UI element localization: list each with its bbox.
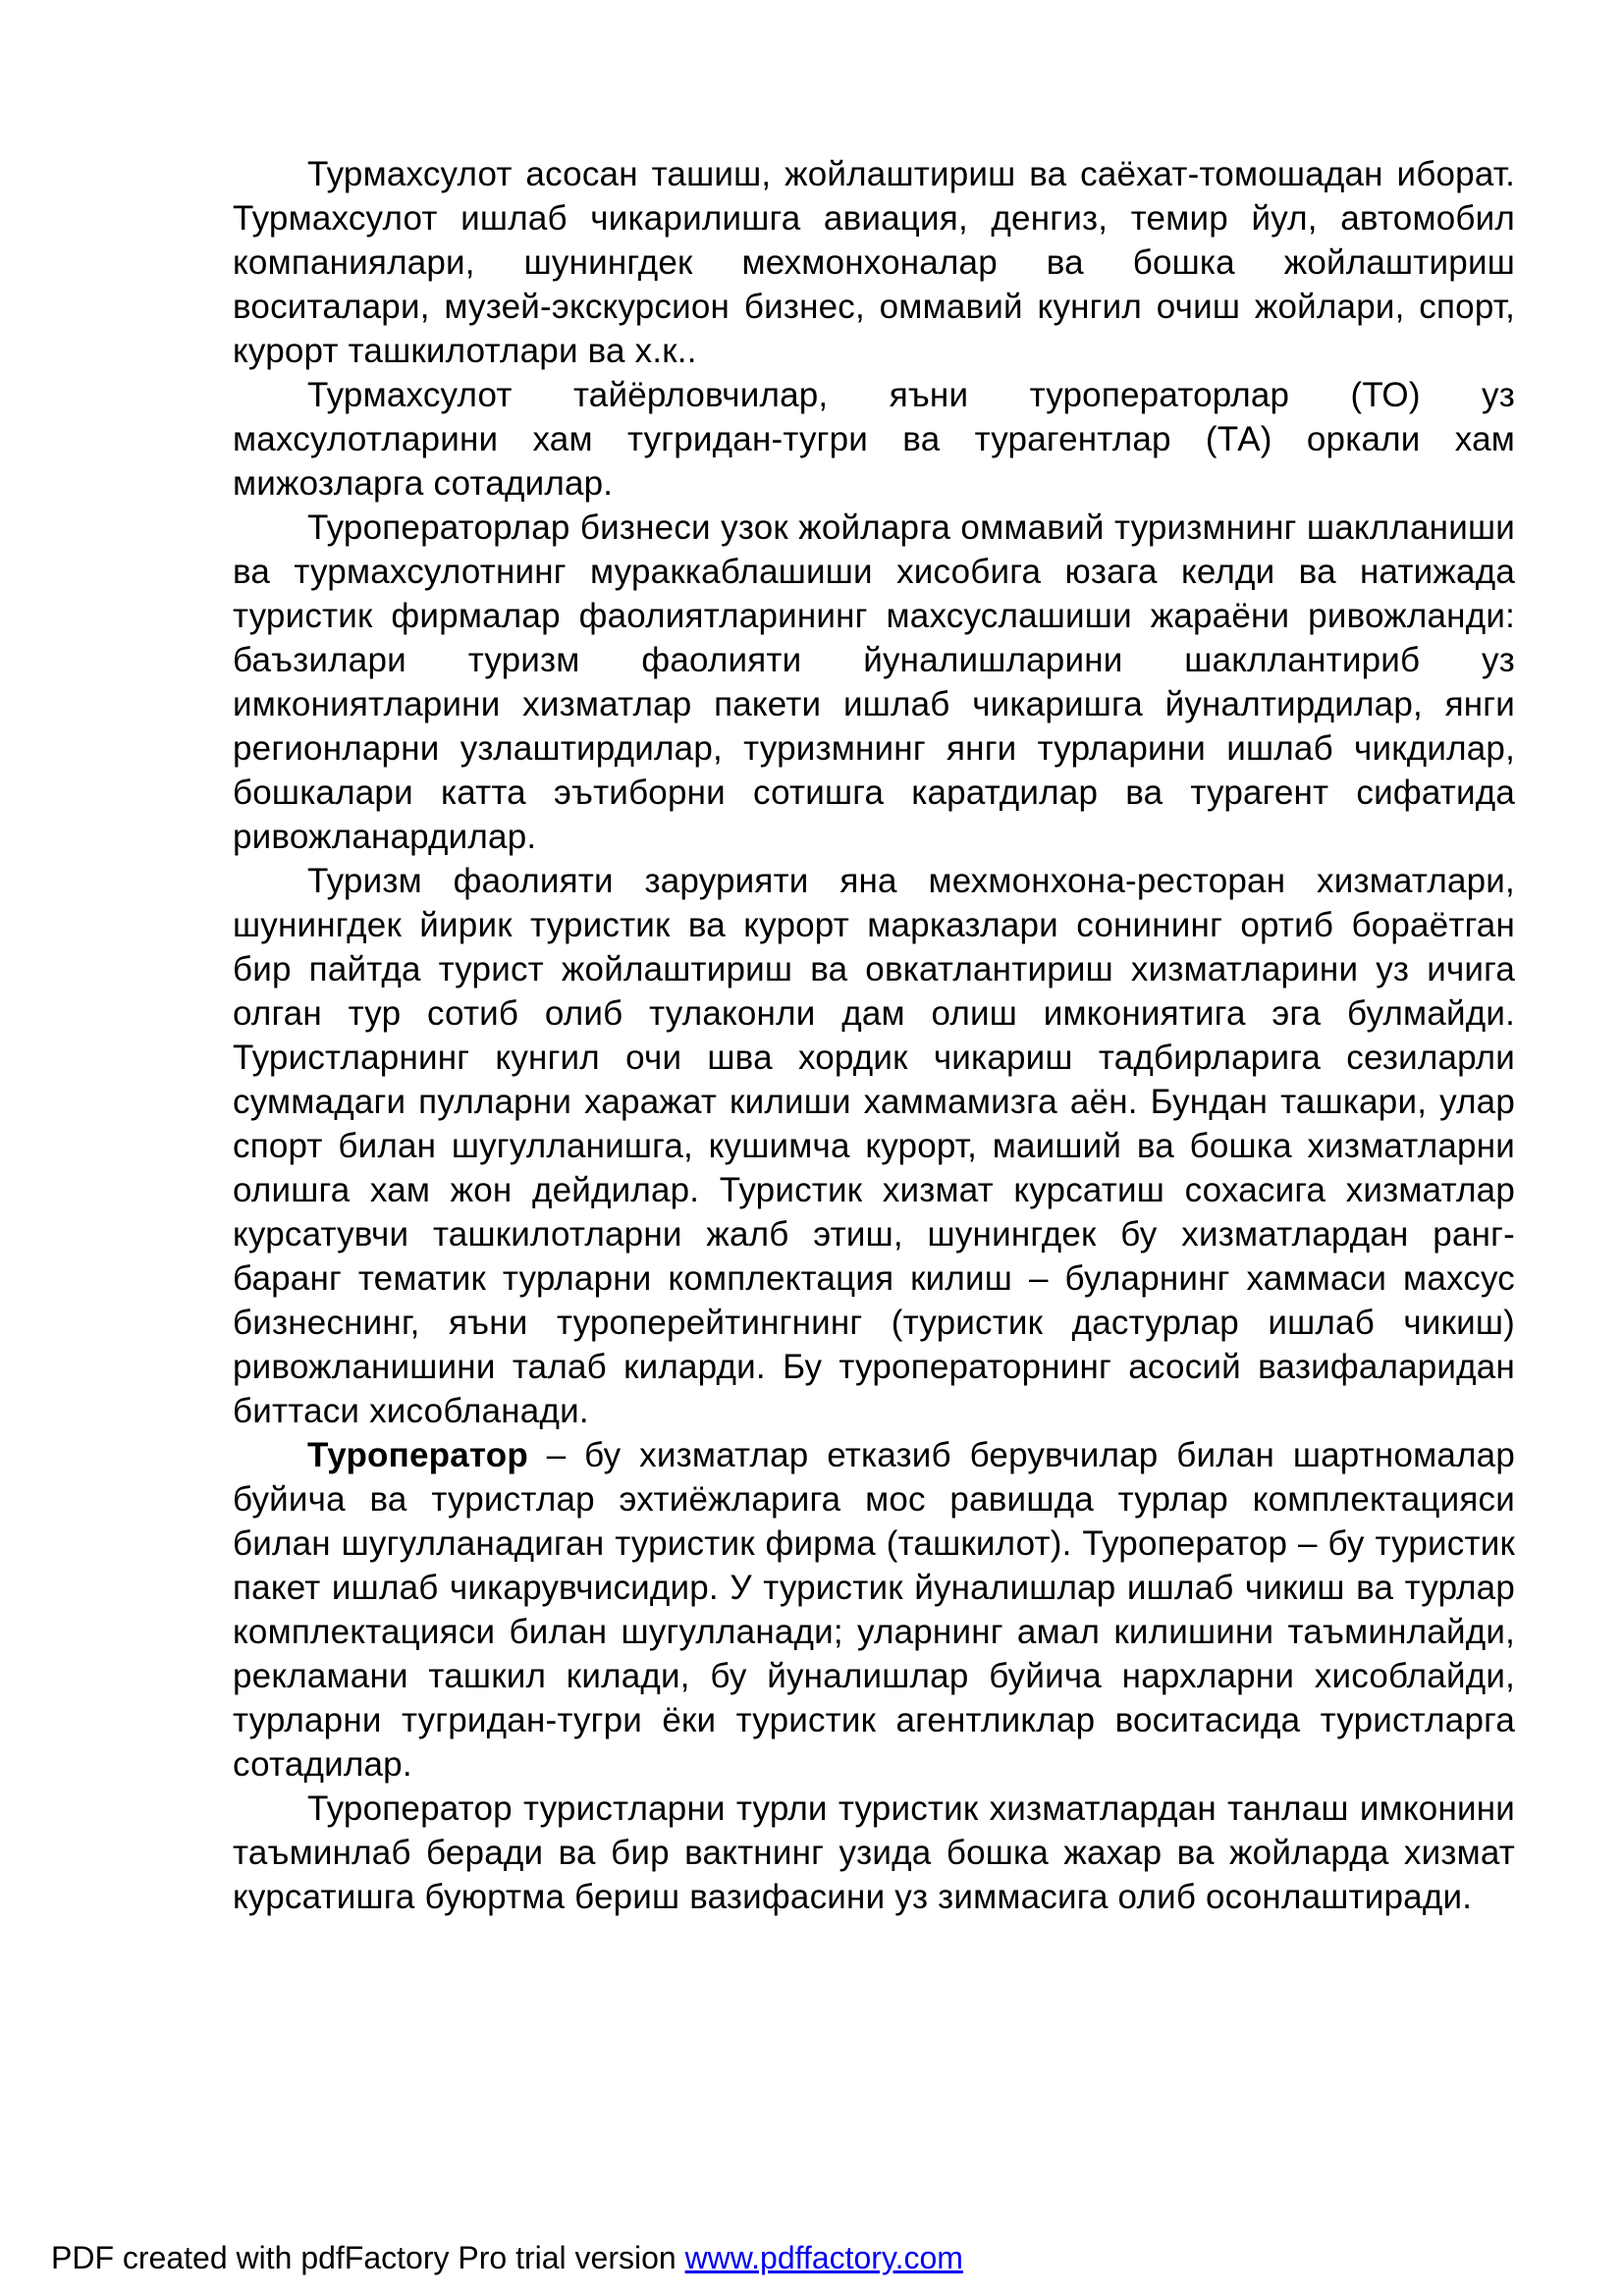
paragraph-2 xyxy=(233,373,1515,506)
paragraph-1 xyxy=(233,152,1515,373)
paragraph-3 xyxy=(233,506,1515,859)
footer-link[interactable]: www.pdffactory.com xyxy=(684,2240,963,2275)
pdf-footer xyxy=(51,2238,963,2277)
paragraph-1-text: Турмахсулот асосан ташиш, жойлаштириш ва саёхат-томошадан иборат. Турмахсулот ишлаб чикарилишга авиация, денгиз, темир йул, автомобил компаниялари, шунингдек мехмонхоналар ва бошка жойлаштириш воситалари, музей-экскурсион бизнес, оммавий кунгил очиш жойлари, спорт, курорт ташкилотлари ва х.к.. xyxy=(233,155,1515,370)
paragraph-4 xyxy=(233,859,1515,1433)
footer-text: PDF created with pdfFactory Pro trial version xyxy=(51,2240,685,2275)
paragraph-2-text: Турмахсулот тайёрловчилар, яъни туроператорлар (ТО) уз махсулотларини хам тугридан-тугри ва турагентлар (ТА) оркали хам мижозларга сотадилар. xyxy=(233,376,1515,503)
document-body xyxy=(233,152,1515,1919)
paragraph-6-text: Туроператор туристларни турли туристик хизматлардан танлаш имконини таъминлаб беради ва бир вактнинг узида бошка жахар ва жойларда хизмат курсатишга буюртма бериш вазифасини уз зиммасига олиб осонлаштиради. xyxy=(233,1789,1515,1916)
term-touroperator: Туроператор xyxy=(307,1436,528,1474)
paragraph-3-text: Туроператорлар бизнеси узок жойларга оммавий туризмнинг шаклланиши ва турмахсулотнинг мураккаблашиши хисобига юзага келди ва натижада туристик фирмалар фаолиятларининг махсуслашиши жараёни ривожланди: баъзилари туризм фаолияти йуналишларини шакллантириб уз имкониятларини хизматлар пакети ишлаб чикаришга йуналтирдилар, янги регионларни узлаштирдилар, туризмнинг янги турларини ишлаб чикдилар, бошкалари катта эътиборни сотишга каратдилар ва турагент сифатида ривожланардилар. xyxy=(233,508,1515,856)
paragraph-5-text: – бу хизматлар етказиб берувчилар билан шартномалар буйича ва туристлар эхтиёжларига мос равишда турлар комплектацияси билан шугулланадиган туристик фирма (ташкилот). Туроператор – бу туристик пакет ишлаб чикарувчисидир. У туристик йуналишлар ишлаб чикиш ва турлар комплектацияси билан шугулланади; уларнинг амал килишини таъминлайди, рекламани ташкил килади, бу йуналишлар буйича нархларни хисоблайди, турларни тугридан-тугри ёки туристик агентликлар воситасида туристларга сотадилар. xyxy=(233,1436,1515,1784)
paragraph-6 xyxy=(233,1787,1515,1919)
paragraph-5 xyxy=(233,1433,1515,1787)
paragraph-4-text: Туризм фаолияти зарурияти яна мехмонхона-ресторан хизматлари, шунингдек йирик туристик ва курорт марказлари сонининг ортиб бораётган бир пайтда турист жойлаштириш ва овкатлантириш хизматларини уз ичига олган тур сотиб олиб тулаконли дам олиш имкониятига эга булмайди. Туристларнинг кунгил очи шва хордик чикариш тадбирларига сезиларли суммадаги пулларни харажат килиши хаммамизга аён. Бундан ташкари, улар спорт билан шугулланишга, кушимча курорт, маиший ва бошка хизматларни олишга хам жон дейдилар. Туристик хизмат курсатиш сохасига хизматлар курсатувчи ташкилотларни жалб этиш, шунингдек бу хизматлардан ранг-баранг тематик турларни комплектация килиш – буларнинг хаммаси махсус бизнеснинг, яъни туроперейтингнинг (туристик дастурлар ишлаб чикиш) ривожланишини талаб киларди. Бу туроператорнинг асосий вазифаларидан биттаси хисобланади. xyxy=(233,862,1515,1430)
